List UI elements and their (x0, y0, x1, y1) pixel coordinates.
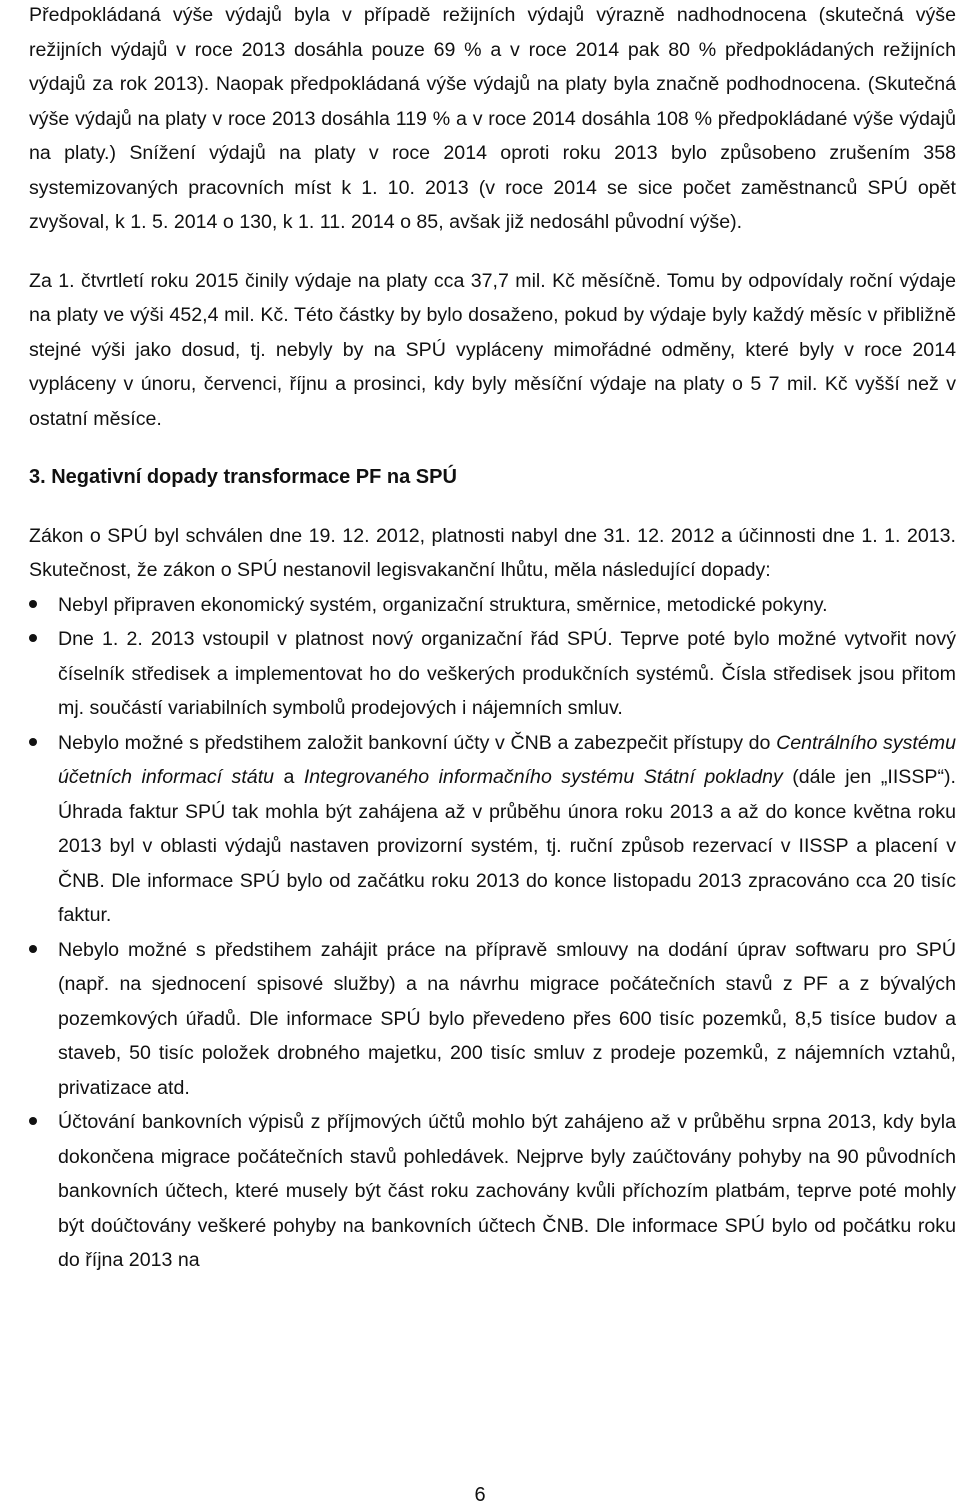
list-item-text: a (274, 766, 304, 788)
list-item-text: Nebyl připraven ekonomický systém, organizační struktura, směrnice, metodické pokyny. (58, 593, 828, 616)
list-item (58, 1105, 956, 1278)
bullet-icon (29, 738, 37, 746)
paragraph-law-on-spu: Zákon o SPÚ byl schválen dne 19. 12. 2012, platnosti nabyl dne 31. 12. 2012 a účinnosti dne 1. 1. 2013. Skutečnost, že zákon o SPÚ nestanovil legisvakanční lhůtu, měla následující dopady: (29, 524, 956, 581)
list-item (58, 933, 956, 1106)
italic-system-name: Integrovaného informačního systému Státní pokladny (303, 766, 783, 788)
list-item (58, 622, 956, 726)
spacer (29, 495, 956, 519)
list-item-text: Dne 1. 2. 2013 vstoupil v platnost nový organizační řád SPÚ. Teprve poté bylo možné vytvořit nový číselník středisek a implementovat ho do veškerých produkčních systémů. Čísla středisek jsou přitom mj. součástí variabilních symbolů prodejových i nájemních smluv. (58, 628, 956, 719)
spacer (29, 436, 956, 460)
list-item (58, 588, 956, 623)
section-heading: 3. Negativní dopady transformace PF na SPÚ (29, 466, 457, 488)
bullet-icon (29, 1117, 37, 1125)
bullet-list-wrapper (29, 588, 956, 1278)
page-number: 6 (474, 1484, 486, 1506)
list-item-text: Nebylo možné s předstihem zahájit práce na přípravě smlouvy na dodání úprav softwaru pro SPÚ (např. na sjednocení spisové služby) a na návrhu migrace počátečních stavů z PF a z bývalých pozemkových úřadů. Dle informace SPÚ bylo převedeno přes 600 tisíc pozemků, 8,5 tisíce budov a staveb, 50 tisíc položek drobného majetku, 200 tisíc smluv z prodeje pozemků, z nájemních vztahů, privatizace atd. (58, 938, 956, 1099)
bullet-icon (29, 634, 37, 642)
italic-system-name: Centrálního systému účetních informací státu (58, 731, 956, 788)
paragraph-planned-expenses: Předpokládaná výše výdajů byla v případě režijních výdajů výrazně nadhodnocena (skutečná výše režijních výdajů v roce 2013 dosáhla pouze 69 % a v roce 2014 pak 80 % předpokládaných režijních výdajů za rok 2013). Naopak předpokládaná výše výdajů na platy byla značně podhodnocena. (Skutečná výše výdajů na platy v roce 2013 dosáhla 119 % a v roce 2014 dosáhla 108 % předpokládané výše výdajů na platy.) Snížení výdajů na platy v roce 2014 oproti roku 2013 bylo způsobeno zrušením 358 systemizovaných pracovních míst k 1. 10. 2013 (v roce 2014 se sice počet zaměstnanců SPÚ opět zvyšoval, k 1. 5. 2014 o 130, k 1. 11. 2014 o 85, avšak již nedosáhl původní výše). (29, 4, 956, 233)
bullet-icon (29, 600, 37, 608)
list-item-text: Účtování bankovních výpisů z příjmových účtů mohlo být zahájeno až v průběhu srpna 2013, kdy byla dokončena migrace počátečních stavů pohledávek. Nejprve byly zaúčtovány pohyby na 90 původních bankovních účtech, které musely být část roku zachovány kvůli příchozím platbám, teprve poté mohly být doúčtovány veškeré pohyby na bankovních účtech ČNB. Dle informace SPÚ bylo od počátku roku do října 2013 na (58, 1111, 956, 1271)
document-body (29, 0, 956, 1278)
list-item-text: (dále jen „IISSP“). Úhrada faktur SPÚ tak mohla být zahájena až v průběhu února roku 2013 a až do konce května roku 2013 byl v oblasti výdajů nastaven provizorní systém, tj. ruční způsob rezervací v IISSP a placení v ČNB. Dle informace SPÚ bylo od začátku roku 2013 do konce listopadu 2013 zpracováno cca 20 tisíc faktur. (58, 766, 956, 926)
impacts-bullet-list (58, 588, 956, 1278)
list-item (58, 726, 956, 933)
list-item-text: Nebylo možné s předstihem založit bankovní účty v ČNB a zabezpečit přístupy do (58, 731, 777, 754)
spacer (29, 240, 956, 264)
bullet-icon (29, 945, 37, 953)
paragraph-salary-expenses-2015: Za 1. čtvrtletí roku 2015 činily výdaje na platy cca 37,7 mil. Kč měsíčně. Tomu by odpovídaly roční výdaje na platy ve výši 452,4 mil. Kč. Této částky by bylo dosaženo, pokud by výdaje byly každý měsíc v přibližně stejné výši jako dosud, tj. nebyly by na SPÚ vypláceny mimořádné odměny, které byly v roce 2014 vypláceny v únoru, červenci, říjnu a prosinci, kdy byly měsíční výdaje na platy o 5 7 mil. Kč vyšší než v ostatní měsíce. (29, 269, 956, 430)
